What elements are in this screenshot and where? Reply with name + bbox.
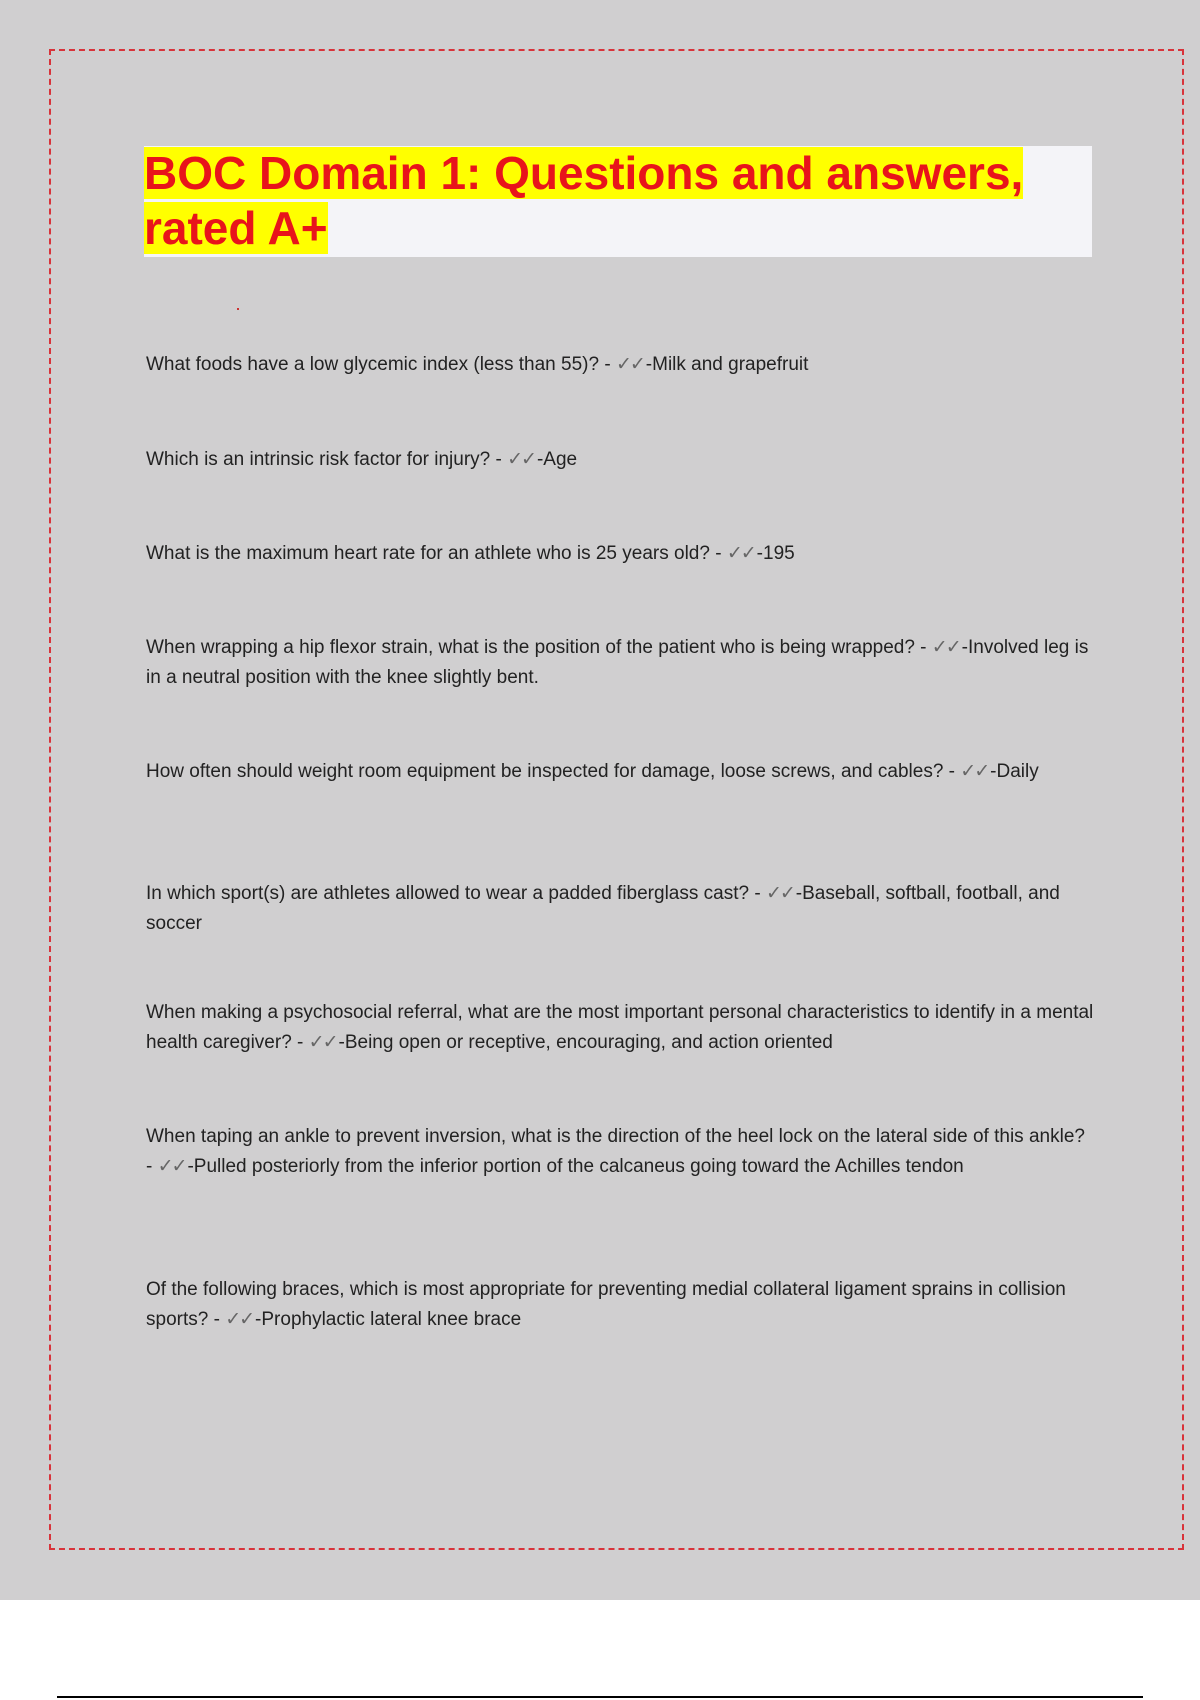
answer-text: Involved leg is in a neutral position with the knee slightly bent. [146, 637, 1089, 688]
separator: - [146, 1156, 158, 1177]
separator: - [208, 1309, 226, 1330]
answer-text: Prophylactic lateral knee brace [261, 1309, 522, 1330]
double-check-icon: ✓✓ [765, 883, 794, 904]
double-check-icon: ✓✓ [931, 637, 960, 658]
qa-item: When wrapping a hip flexor strain, what is the position of the patient who is being wrapped? - ✓✓ -Involved leg is in a neutral position with the knee slightly bent. [146, 637, 1089, 688]
qa-item: What foods have a low glycemic index (less than 55)? - ✓✓ -Milk and grapefruit [146, 354, 809, 375]
separator: - [943, 761, 961, 782]
double-check-icon: ✓✓ [507, 449, 535, 470]
question-text: How often should weight room equipment be inspected for damage, loose screws, and cables? [146, 761, 944, 782]
double-check-icon: ✓✓ [157, 1156, 186, 1177]
question-text: When taping an ankle to prevent inversion, what is the direction of the heel lock on the lateral side of this ankle? [146, 1126, 1085, 1147]
double-check-icon: ✓✓ [960, 761, 989, 782]
stray-mark [237, 308, 239, 310]
qa-item: How often should weight room equipment be inspected for damage, loose screws, and cables? - ✓✓ -Daily [146, 761, 1039, 782]
answer-text: Milk and grapefruit [652, 354, 809, 375]
question-text: In which sport(s) are athletes allowed to wear a padded fiberglass cast? [146, 883, 750, 904]
double-check-icon: ✓✓ [726, 543, 755, 564]
answer-text: Pulled posteriorly from the inferior portion of the calcaneus going toward the Achilles tendon [193, 1156, 964, 1177]
separator: - [709, 543, 727, 564]
qa-item: Of the following braces, which is most appropriate for preventing medial collateral ligament sprains in collision sports? - ✓✓ -Prophylactic lateral knee brace [146, 1279, 1066, 1330]
qa-item: In which sport(s) are athletes allowed to wear a padded fiberglass cast? - ✓✓ -Baseball, softball, football, and soccer [146, 883, 1060, 934]
answer-text: Baseball, softball, football, and soccer [146, 883, 1060, 934]
question-text: Which is an intrinsic risk factor for injury? [146, 449, 491, 470]
question-text: Of the following braces, which is most appropriate for preventing medial collateral ligament sprains in collision sports? [146, 1279, 1066, 1330]
question-text: When making a psychosocial referral, what are the most important personal characteristics to identify in a mental health caregiver? [146, 1002, 1094, 1053]
double-check-icon: ✓✓ [308, 1032, 337, 1053]
answer-text: Age [543, 449, 578, 470]
separator: - [599, 354, 616, 375]
question-text: When wrapping a hip flexor strain, what is the position of the patient who is being wrapped? [146, 637, 915, 658]
title-text: BOC Domain 1: Questions and answers, rated A+ [144, 147, 1024, 254]
answer-text: 195 [763, 543, 795, 564]
qa-item: What is the maximum heart rate for an athlete who is 25 years old? - ✓✓ -195 [146, 543, 795, 564]
document-title [144, 146, 1092, 256]
question-text: What is the maximum heart rate for an athlete who is 25 years old? [146, 543, 710, 564]
separator: - [291, 1032, 309, 1053]
qa-item: When making a psychosocial referral, what are the most important personal characteristics to identify in a mental health caregiver? - ✓✓ -Being open or receptive, encouraging, and action oriented [146, 1002, 1094, 1053]
double-check-icon: ✓✓ [615, 354, 644, 375]
question-text: What foods have a low glycemic index (less than 55)? [146, 354, 600, 375]
qa-item: Which is an intrinsic risk factor for injury? - ✓✓ -Age [146, 449, 578, 470]
footer-rule [57, 1696, 1143, 1698]
separator: - [490, 449, 508, 470]
answer-text: Being open or receptive, encouraging, and action oriented [344, 1032, 833, 1053]
qa-item: When taping an ankle to prevent inversion, what is the direction of the heel lock on the lateral side of this ankle? - ✓✓ -Pulled posteriorly from the inferior portion of the calcaneus going toward the Achilles tendon [146, 1126, 1085, 1177]
separator: - [914, 637, 932, 658]
separator: - [749, 883, 766, 904]
double-check-icon: ✓✓ [225, 1309, 254, 1330]
answer-text: Daily [996, 761, 1039, 782]
